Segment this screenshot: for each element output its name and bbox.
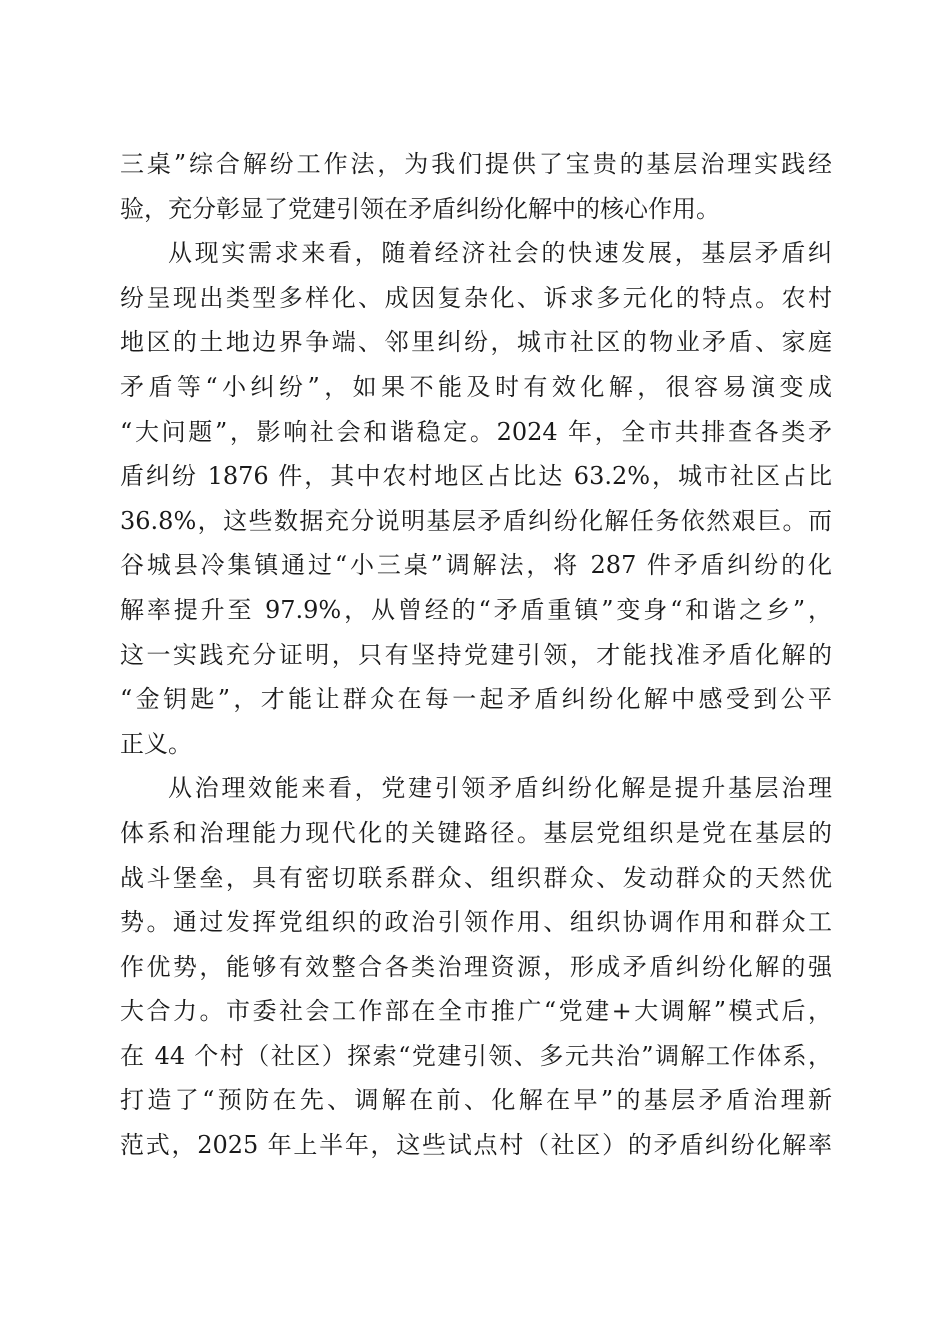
paragraph-governance-efficiency — [120, 766, 832, 1167]
text-line: 解率提升至 97.9%，从曾经的“矛盾重镇”变身“和谐之乡”， — [120, 595, 832, 624]
text-line: 纷呈现出类型多样化、成因复杂化、诉求多元化的特点。农村 — [120, 283, 832, 312]
text-line: 验，充分彰显了党建引领在矛盾纠纷化解中的核心作用。 — [120, 194, 720, 223]
body-text — [120, 142, 832, 1168]
text-line: 36.8%，这些数据充分说明基层矛盾纠纷化解任务依然艰巨。而 — [120, 506, 832, 535]
text-line: 地区的土地边界争端、邻里纠纷，城市社区的物业矛盾、家庭 — [120, 328, 832, 357]
text-line: 战斗堡垒，具有密切联系群众、组织群众、发动群众的天然优 — [120, 863, 832, 892]
text-line: 盾纠纷 1876 件，其中农村地区占比达 63.2%，城市社区占比 — [120, 462, 832, 491]
text-line: 势。通过发挥党组织的政治引领作用、组织协调作用和群众工 — [120, 908, 832, 937]
text-line: 范式，2025 年上半年，这些试点村（社区）的矛盾纠纷化解率 — [120, 1131, 832, 1160]
text-line: 打造了“预防在先、调解在前、化解在早”的基层矛盾治理新 — [120, 1086, 832, 1115]
text-line: 在 44 个村（社区）探索“党建引领、多元共治”调解工作体系， — [120, 1041, 832, 1070]
text-line: 正义。 — [120, 729, 192, 758]
paragraph-continued — [120, 142, 832, 231]
text-line: 作优势，能够有效整合各类治理资源，形成矛盾纠纷化解的强 — [120, 952, 832, 981]
text-line: 体系和治理能力现代化的关键路径。基层党组织是党在基层的 — [120, 818, 832, 847]
text-line: 谷城县冷集镇通过“小三桌”调解法，将 287 件矛盾纠纷的化 — [120, 551, 832, 580]
text-line: 从现实需求来看，随着经济社会的快速发展，基层矛盾纠 — [168, 239, 832, 268]
text-line: 这一实践充分证明，只有坚持党建引领，才能找准矛盾化解的 — [120, 640, 832, 669]
paragraph-realistic-demand — [120, 231, 832, 766]
text-line: 矛盾等“小纠纷”，如果不能及时有效化解，很容易演变成 — [120, 372, 832, 401]
text-line: 从治理效能来看，党建引领矛盾纠纷化解是提升基层治理 — [168, 774, 832, 803]
text-line: “大问题”，影响社会和谐稳定。2024 年，全市共排查各类矛 — [120, 417, 832, 446]
text-line: 大合力。市委社会工作部在全市推广“党建+大调解”模式后， — [120, 997, 832, 1026]
text-line: 三桌”综合解纷工作法，为我们提供了宝贵的基层治理实践经 — [120, 150, 832, 178]
text-line: “金钥匙”，才能让群众在每一起矛盾纠纷化解中感受到公平 — [120, 685, 832, 714]
